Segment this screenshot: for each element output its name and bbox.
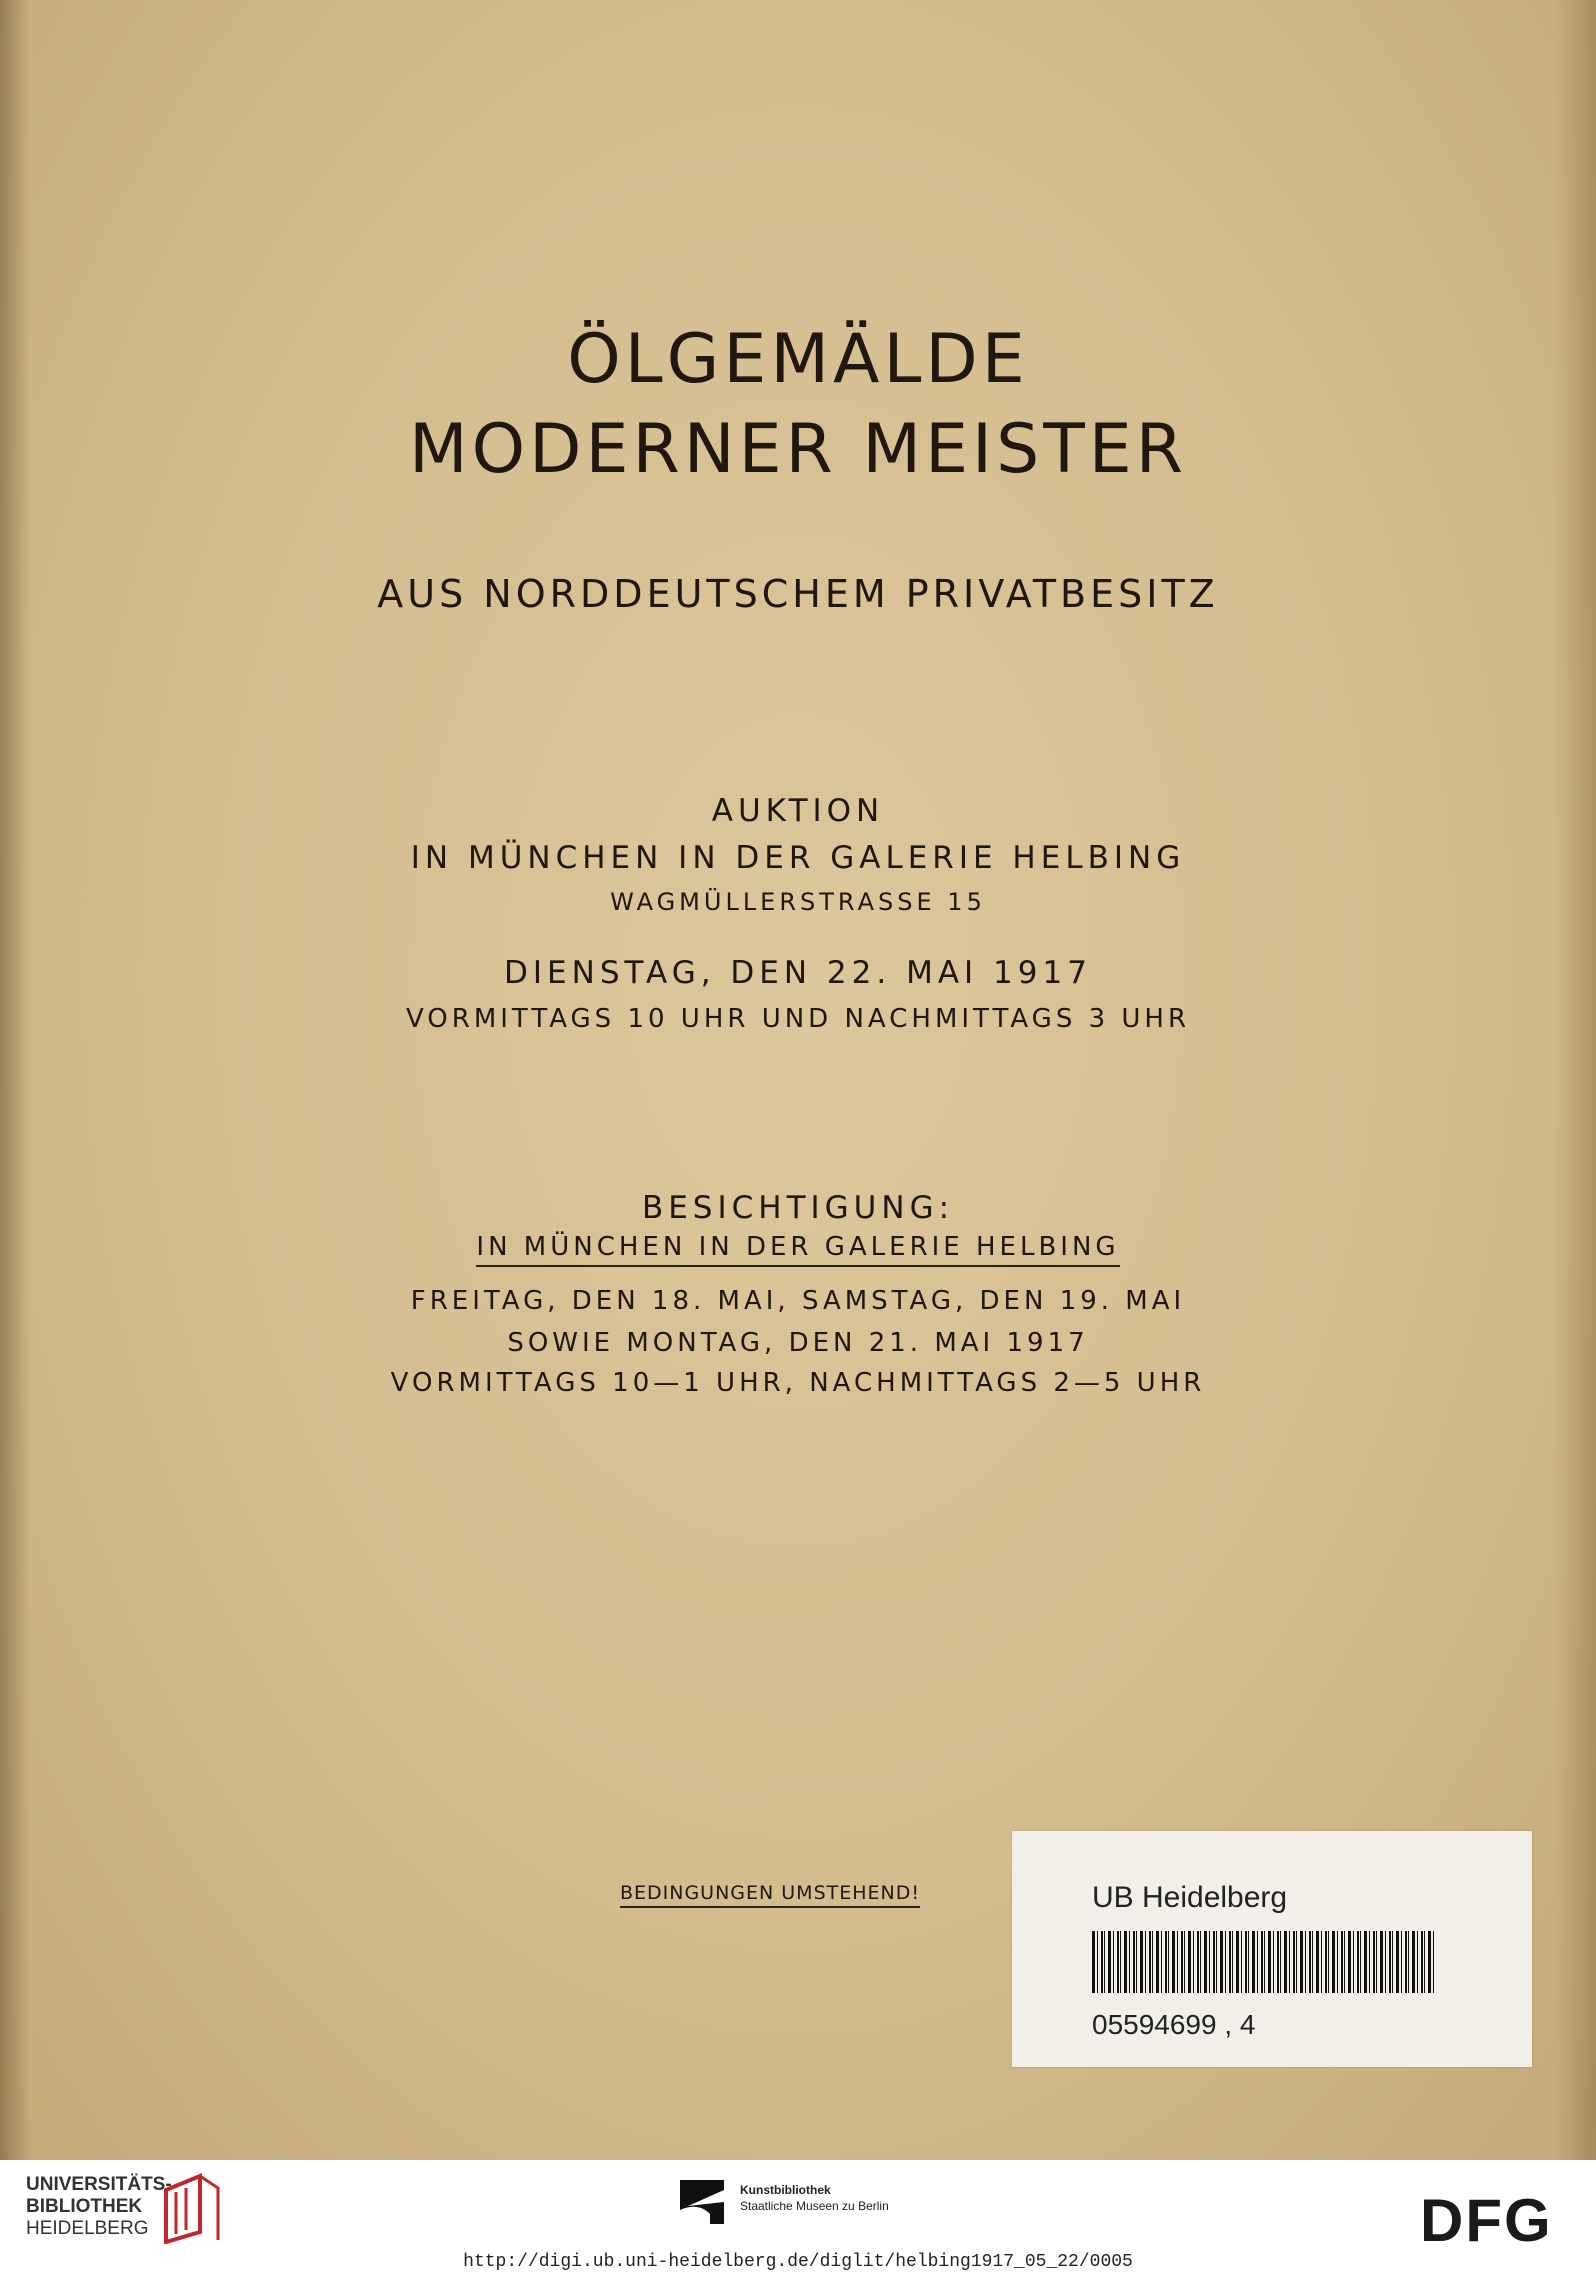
library-label — [1012, 1831, 1532, 2067]
shelfmark: 05594699 , 4 — [1092, 2009, 1256, 2040]
viewing-heading: BESICHTIGUNG: — [641, 1190, 955, 1226]
viewing-location-wrap — [0, 1232, 1596, 1267]
auction-location: IN MÜNCHEN IN DER GALERIE HELBING — [410, 840, 1186, 876]
ub-line-3: HEIDELBERG — [26, 2218, 149, 2239]
viewing-times: VORMITTAGS 10—1 UHR, NACHMITTAGS 2—5 UHR — [390, 1368, 1206, 1398]
viewing-location: IN MÜNCHEN IN DER GALERIE HELBING — [476, 1232, 1119, 1267]
title-line-1: ÖLGEMÄLDE — [567, 320, 1029, 399]
auction-heading: AUKTION — [711, 793, 885, 829]
auction-address: WAGMÜLLERSTRASSE 15 — [610, 888, 986, 916]
title-line-2: MODERNER MEISTER — [408, 410, 1188, 489]
dfg-logo[interactable]: DFG — [1420, 2187, 1553, 2254]
kunstbibliothek-text — [740, 2182, 889, 2214]
viewing-dates-1: FREITAG, DEN 18. MAI, SAMSTAG, DEN 19. MAI — [410, 1286, 1186, 1316]
ub-line-1: UNIVERSITÄTS- — [26, 2174, 172, 2195]
ub-logo-text[interactable] — [26, 2174, 172, 2240]
conditions-note-text: BEDINGUNGEN UMSTEHEND! — [620, 1882, 920, 1908]
library-name: UB Heidelberg — [1092, 1881, 1288, 1914]
permalink-url[interactable]: http://digi.ub.uni-heidelberg.de/diglit/helbing1917_05_22/0005 — [463, 2252, 1133, 2272]
subtitle: AUS NORDDEUTSCHEM PRIVATBESITZ — [377, 572, 1219, 616]
kunstbibliothek-logo-icon[interactable] — [680, 2180, 724, 2224]
barcode — [1092, 1931, 1437, 1993]
auction-date: DIENSTAG, DEN 22. MAI 1917 — [504, 955, 1092, 991]
kb-line-2: Staatliche Museen zu Berlin — [740, 2199, 889, 2213]
viewing-dates-2: SOWIE MONTAG, DEN 21. MAI 1917 — [507, 1328, 1089, 1358]
conditions-note — [600, 1882, 940, 1904]
ub-line-2: BIBLIOTHEK — [26, 2196, 143, 2217]
auction-times: VORMITTAGS 10 UHR UND NACHMITTAGS 3 UHR — [405, 1004, 1191, 1034]
kb-line-1: Kunstbibliothek — [740, 2183, 831, 2197]
ub-logo-icon[interactable] — [160, 2172, 224, 2244]
